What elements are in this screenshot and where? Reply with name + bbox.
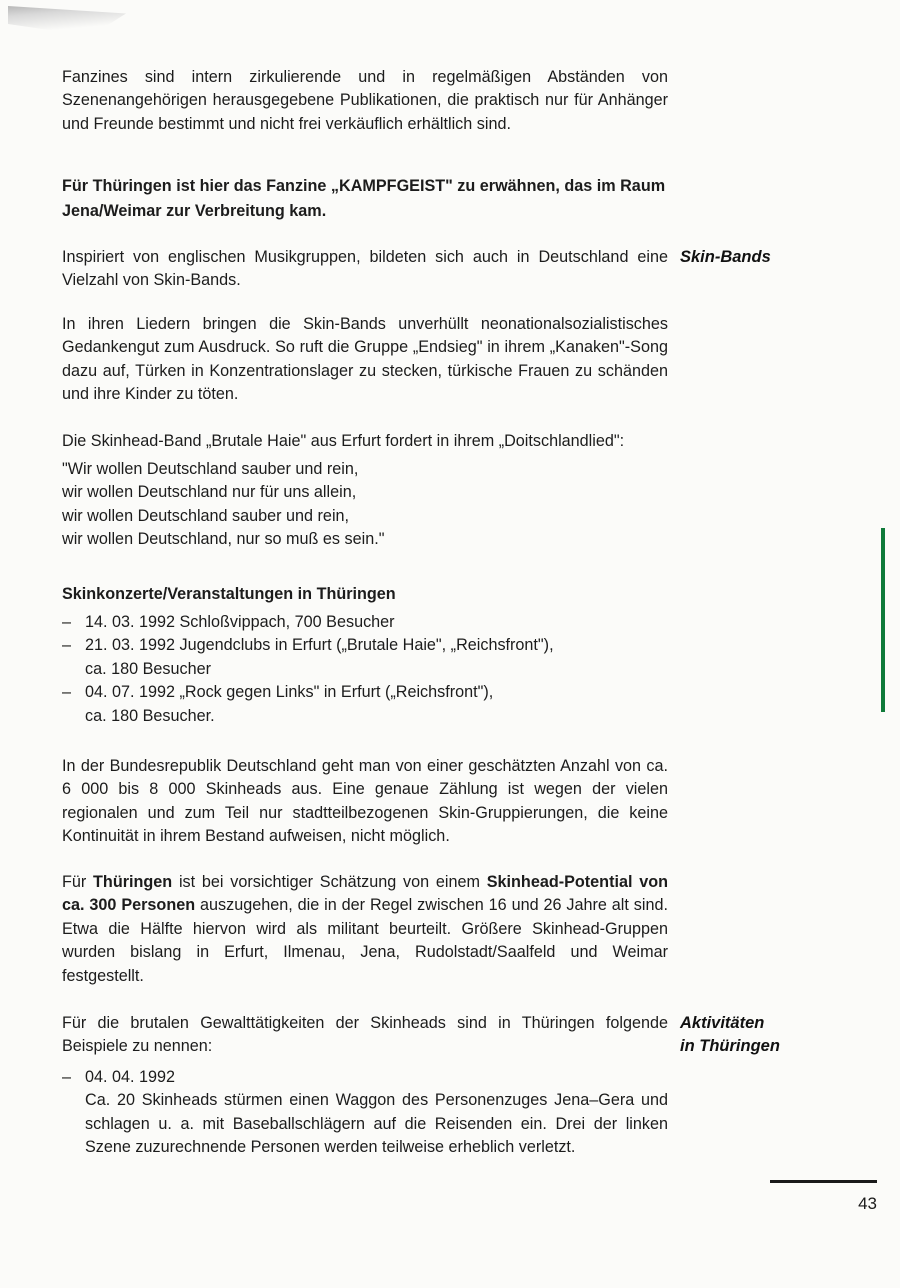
heading-skinkonzerte xyxy=(62,583,668,606)
song-quote xyxy=(62,458,668,552)
list-item-text-continued: ca. 180 Besucher. xyxy=(85,706,215,725)
skinbands-intro-text: Inspiriert von englischen Musikgruppen, bildeten sich auch in Deutschland eine Vielzahl von Skin-Bands. xyxy=(62,248,668,290)
paragraph-kampfgeist xyxy=(62,174,668,223)
list-item xyxy=(62,1066,668,1160)
quote-line: wir wollen Deutschland nur für uns allein, xyxy=(62,483,357,502)
paragraph-bundesrepublik xyxy=(62,755,668,849)
skinhead-potential-text xyxy=(62,871,668,988)
quote-line: "Wir wollen Deutschland sauber und rein, xyxy=(62,460,359,478)
gewalttaten-text: Für die brutalen Gewalttätigkeiten der Skinheads sind in Thüringen folgende Beispiele zu nennen: xyxy=(62,1014,668,1056)
paragraph-brutale-haie xyxy=(62,430,668,453)
list-dash: – xyxy=(62,636,72,655)
quote-line: wir wollen Deutschland sauber und rein, xyxy=(62,506,350,525)
konzerte-list xyxy=(62,611,668,728)
incident-date: 04. 04. 1992 xyxy=(85,1068,176,1086)
paragraph-fanzines-definition xyxy=(62,66,668,136)
sidebar-aktivitaeten-line2: in Thüringen xyxy=(680,1037,780,1056)
list-item xyxy=(62,681,668,728)
footer-rule xyxy=(770,1180,877,1183)
list-dash: – xyxy=(62,683,72,702)
page-number: 43 xyxy=(858,1194,877,1213)
sidebar-heading-aktivitaeten xyxy=(680,1012,880,1059)
paragraph-skinbands-intro xyxy=(62,246,668,293)
sidebar-heading-skin-bands xyxy=(680,246,880,269)
paragraph-skinhead-potential xyxy=(62,871,668,988)
list-dash: – xyxy=(62,1068,72,1086)
brutale-haie-text: Die Skinhead-Band „Brutale Haie" aus Erfurt fordert in ihrem „Doitschlandlied": xyxy=(62,432,625,450)
potential-text-part: auszugehen, die in der Regel zwischen 16 und 26 Jahre alt sind. Etwa die Hälfte hiervon wird als militant beurteilt. Größere Skinhead-Gruppen wurden bislang in Erfurt, Ilmenau, Jena, Rudolstadt/Saalfeld und Weimar festgestellt. xyxy=(62,896,668,985)
list-item-text: 04. 07. 1992 „Rock gegen Links" in Erfurt („Reichsfront"), xyxy=(85,683,494,702)
list-dash: – xyxy=(62,613,72,631)
fanzines-definition-text: Fanzines sind intern zirkulierende und in regelmäßigen Abständen von Szenenangehörigen herausgegebene Publikationen, die praktisch nur für Anhänger und Freunde bestimmt und nicht frei verkäuflich erhältlich sind. xyxy=(62,68,668,133)
potential-text-part: Für xyxy=(62,873,94,891)
list-item-text-continued: ca. 180 Besucher xyxy=(85,659,211,678)
quote-line: wir wollen Deutschland, nur so muß es sein." xyxy=(62,530,385,549)
incident-text: Ca. 20 Skinheads stürmen einen Waggon des Personenzuges Jena–Gera und schlagen u. a. mit Baseballschlägern auf die Reisenden ein. Drei der linken Szene zuzurechnende Personen werden teilweise erheblich verletzt. xyxy=(85,1091,668,1157)
list-item-text: 14. 03. 1992 Schloßvippach, 700 Besucher xyxy=(85,613,395,631)
sidebar-skin-bands-label: Skin-Bands xyxy=(680,248,771,266)
skinkonzerte-heading-text: Skinkonzerte/Veranstaltungen in Thüringen xyxy=(62,585,396,603)
list-item xyxy=(62,611,668,634)
list-item-text: 21. 03. 1992 Jugendclubs in Erfurt („Brutale Haie", „Reichsfront"), xyxy=(85,636,554,655)
scan-corner-mark xyxy=(8,6,126,36)
incident-list xyxy=(62,1066,668,1160)
paragraph-gewalttaten xyxy=(62,1012,668,1059)
paragraph-lyrics xyxy=(62,313,668,407)
sidebar-aktivitaeten-line1: Aktivitäten xyxy=(680,1014,765,1032)
margin-accent-bar xyxy=(881,528,885,712)
list-item xyxy=(62,634,668,681)
lyrics-text: In ihren Liedern bringen die Skin-Bands unverhüllt neonationalsozialistisches Gedankengut zum Ausdruck. So ruft die Gruppe „Endsieg" in ihrem „Kanaken"-Song dazu auf, Türken in Konzentrationslager zu stecken, türkische Frauen zu schänden und ihre Kinder zu töten. xyxy=(62,315,668,404)
potential-bold-thueringen: Thüringen xyxy=(93,873,173,891)
bundesrepublik-text: In der Bundesrepublik Deutschland geht man von einer geschätzten Anzahl von ca. 6 000 bis 8 000 Skinheads aus. Eine genaue Zählung ist wegen der vielen regionalen und zum Teil nur stadtteilbezogenen Skin-Gruppierungen, die keine Kontinuität in ihrem Bestand aufweisen, nicht möglich. xyxy=(62,757,668,846)
potential-bold-count: Skinhead-Potential von ca. 300 Personen xyxy=(62,873,668,915)
kampfgeist-text: Für Thüringen ist hier das Fanzine „KAMPFGEIST" zu erwähnen, das im Raum Jena/Weimar zur Verbreitung kam. xyxy=(62,177,666,220)
potential-text-part: ist bei vorsichtiger Schätzung von einem xyxy=(172,873,487,891)
